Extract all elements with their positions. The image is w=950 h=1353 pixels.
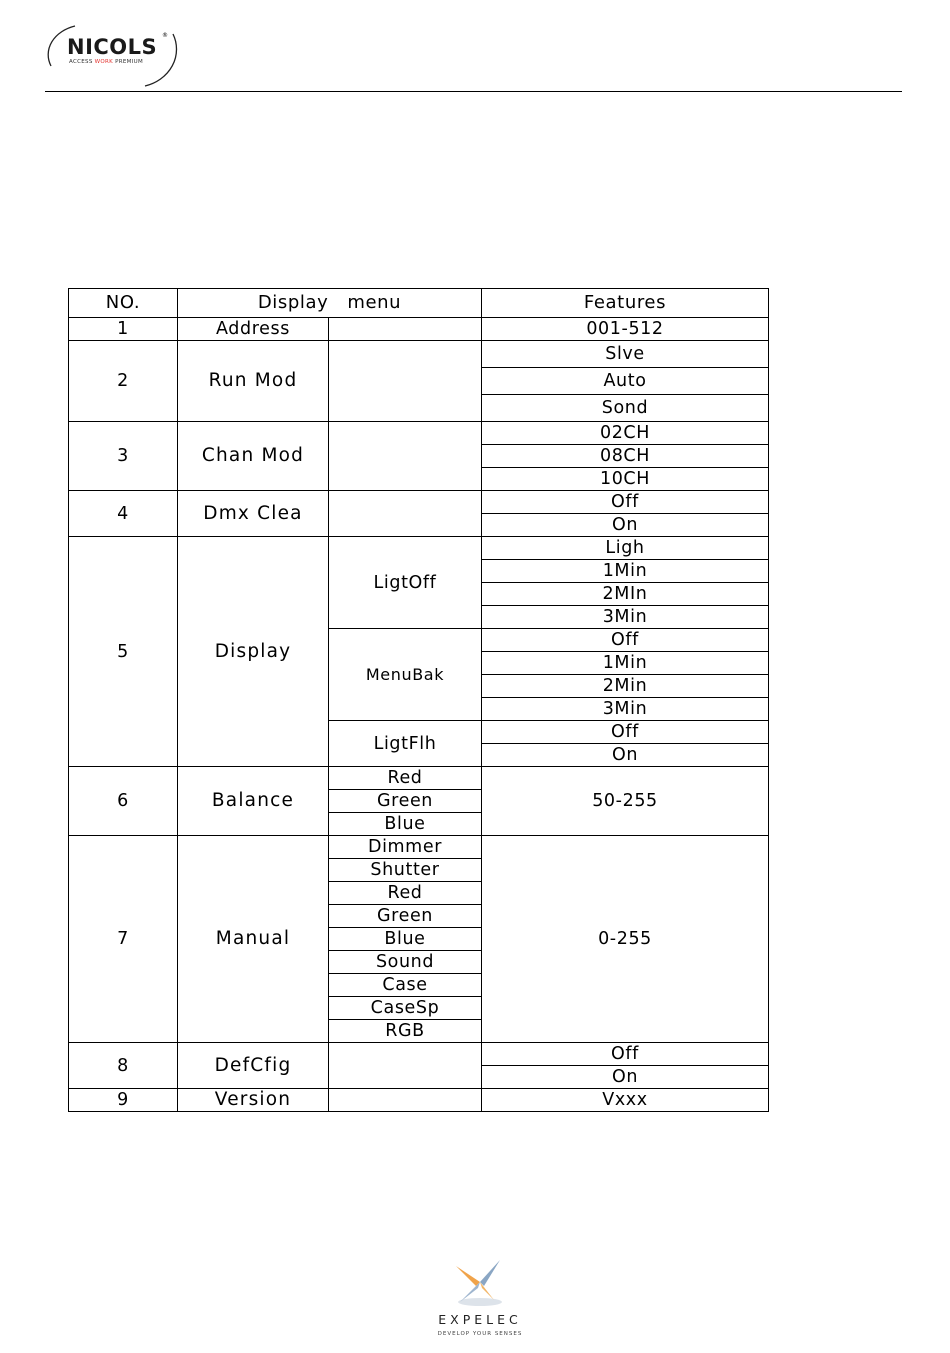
feature-cell: 02CH [482,422,769,445]
menu-item: Version [178,1089,329,1112]
header-no: NO. [69,289,178,318]
row-number: 8 [69,1043,178,1089]
empty-cell [329,1043,482,1089]
tagline-work: WORK [94,59,114,65]
feature-cell: 0-255 [482,836,769,1043]
submenu-item: Blue [329,928,482,951]
empty-cell [329,491,482,537]
expelec-name: EXPELEC [438,1312,522,1327]
expelec-logo [420,1258,540,1343]
submenu-item: Sound [329,951,482,974]
registered-mark: ® [162,32,168,39]
row-number: 2 [69,341,178,422]
expelec-tagline: DEVELOP YOUR SENSES [437,1331,523,1337]
tagline-premium: PREMIUM [115,59,143,65]
feature-cell: Auto [482,368,769,395]
submenu-item: Shutter [329,859,482,882]
feature-cell: On [482,514,769,537]
feature-cell: 001-512 [482,318,769,341]
table-row [69,537,769,560]
display-menu-table [68,288,769,1112]
feature-cell: Sond [482,395,769,422]
table-row [69,767,769,790]
menu-item: Dmx Clea [178,491,329,537]
submenu-item: Blue [329,813,482,836]
feature-cell: 1Min [482,560,769,583]
menu-item: Balance [178,767,329,836]
feature-cell: Off [482,491,769,514]
row-number: 6 [69,767,178,836]
table-header-row [69,289,769,318]
feature-cell: Off [482,1043,769,1066]
empty-cell [329,422,482,491]
row-number: 9 [69,1089,178,1112]
submenu-item: Case [329,974,482,997]
table-row [69,491,769,514]
submenu-item: MenuBak [329,629,482,721]
submenu-item: Red [329,767,482,790]
feature-cell: 3Min [482,606,769,629]
nicols-tagline [69,59,143,65]
menu-item: Chan Mod [178,422,329,491]
table-row [69,318,769,341]
submenu-item: Red [329,882,482,905]
menu-item: Manual [178,836,329,1043]
menu-item: Address [178,318,329,341]
empty-cell [329,1089,482,1112]
table-row [69,836,769,859]
row-number: 5 [69,537,178,767]
feature-cell: Ligh [482,537,769,560]
feature-cell: On [482,1066,769,1089]
feature-cell: Slve [482,341,769,368]
submenu-item: Green [329,790,482,813]
feature-cell: 08CH [482,445,769,468]
expelec-star-icon [420,1258,540,1310]
feature-cell: 3Min [482,698,769,721]
submenu-item: Green [329,905,482,928]
empty-cell [329,318,482,341]
menu-item: Display [178,537,329,767]
header-features: Features [482,289,769,318]
row-number: 7 [69,836,178,1043]
nicols-logo [45,18,185,88]
feature-cell: Off [482,721,769,744]
submenu-item: LigtOff [329,537,482,629]
feature-cell: 1Min [482,652,769,675]
feature-cell: On [482,744,769,767]
header-divider [45,91,902,92]
table-row [69,1043,769,1066]
feature-cell: 10CH [482,468,769,491]
submenu-item: Dimmer [329,836,482,859]
submenu-item: LigtFlh [329,721,482,767]
feature-cell: Vxxx [482,1089,769,1112]
feature-cell: 2Min [482,675,769,698]
table-row [69,1089,769,1112]
feature-cell: 2MIn [482,583,769,606]
header-display-menu: Display menu [178,289,482,318]
empty-cell [329,341,482,422]
feature-cell: Off [482,629,769,652]
table-row [69,422,769,445]
menu-item: DefCfig [178,1043,329,1089]
row-number: 3 [69,422,178,491]
submenu-item: RGB [329,1020,482,1043]
tagline-access: ACCESS [69,59,93,65]
feature-cell: 50-255 [482,767,769,836]
nicols-logo-name: NICOLS [67,35,158,59]
table-row [69,341,769,368]
menu-item: Run Mod [178,341,329,422]
row-number: 1 [69,318,178,341]
row-number: 4 [69,491,178,537]
submenu-item: CaseSp [329,997,482,1020]
